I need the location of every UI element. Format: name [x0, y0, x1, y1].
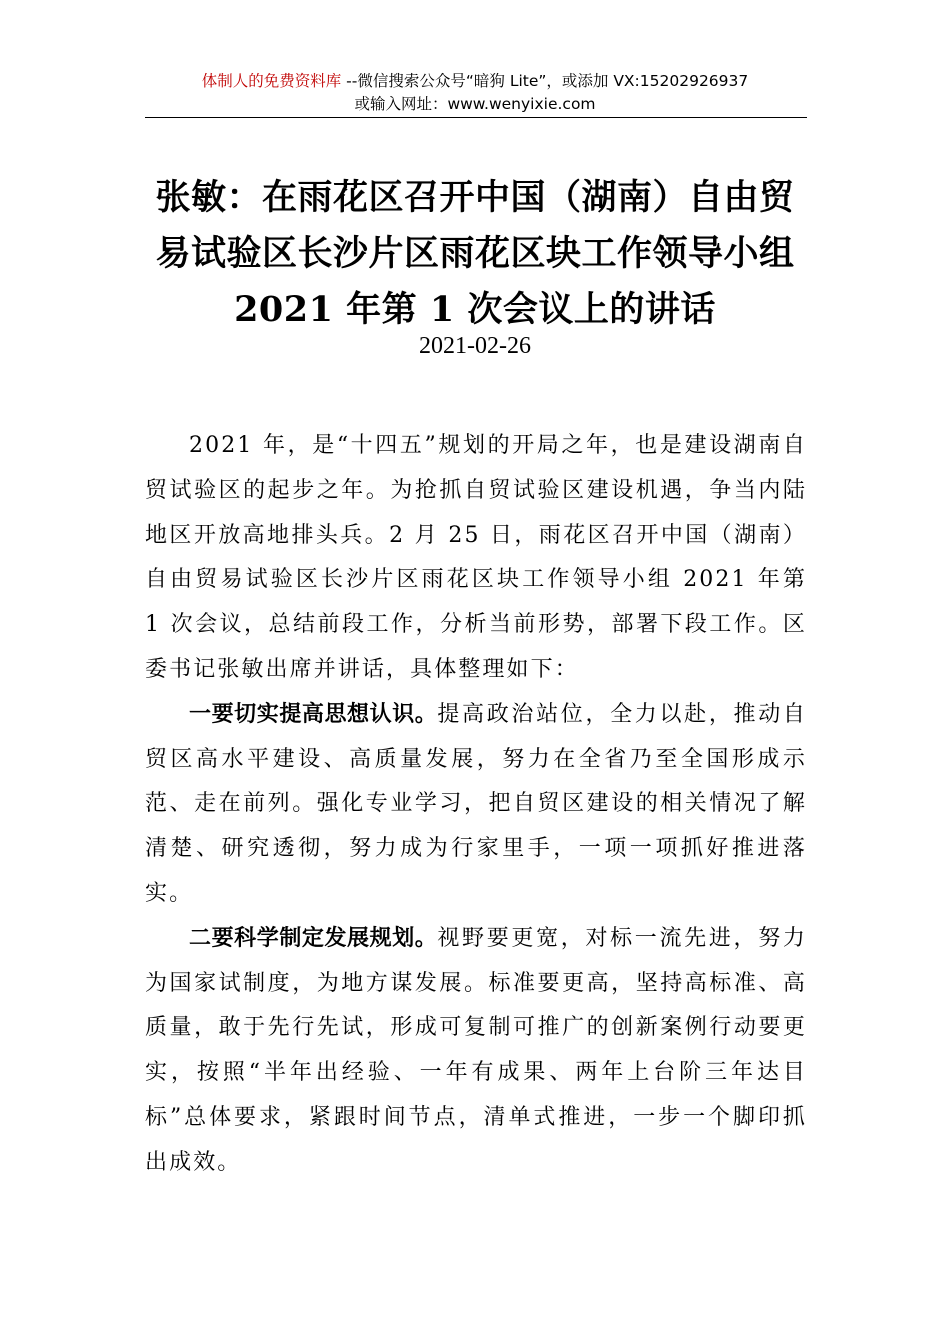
header-brand: 体制人的免费资料库 [201, 72, 342, 90]
header-contact: --微信搜索公众号“暗狗 Lite”，或添加 VX:15202926937 [341, 72, 749, 90]
title-line-1: 张敏：在雨花区召开中国（湖南）自由贸 [155, 177, 795, 218]
section-paragraph-1 [145, 693, 807, 917]
page-header [145, 70, 805, 116]
document-date: 2021-02-26 [419, 333, 531, 359]
section-2-text: 视野要更宽，对标一流先进，努力为国家试制度，为地方谋发展。标准要更高，坚持高标准、高质量，敢于先行先试，形成可复制可推广的创新案例行动要更实，按照“半年出经验、一年有成果、两年上台阶三年达目标”总体要求，紧跟时间节点，清单式推进，一步一个脚印抓出成效。 [145, 925, 807, 1175]
document-title [145, 170, 805, 338]
title-line-3: 2021 年第 1 次会议上的讲话 [234, 289, 716, 330]
document-body [145, 424, 807, 1186]
header-line-1 [145, 70, 805, 93]
section-2-lead: 二要科学制定发展规划。 [189, 925, 438, 951]
header-divider [145, 117, 807, 118]
section-1-text: 提高政治站位，全力以赴，推动自贸区高水平建设、高质量发展，努力在全省乃至全国形成示范、走在前列。强化专业学习，把自贸区建设的相关情况了解清楚、研究透彻，努力成为行家里手，一项一项抓好推进落实。 [145, 701, 807, 906]
section-paragraph-2 [145, 917, 807, 1186]
section-1-lead: 一要切实提高思想认识。 [189, 701, 438, 727]
title-line-2: 易试验区长沙片区雨花区块工作领导小组 [155, 233, 795, 274]
header-website: 或输入网址：www.wenyixie.com [354, 95, 596, 113]
intro-paragraph: 2021 年，是“十四五”规划的开局之年，也是建设湖南自贸试验区的起步之年。为抢抓自贸试验区建设机遇，争当内陆地区开放高地排头兵。2 月 25 日，雨花区召开中国（湖南）自由贸易试验区长沙片区雨花区块工作领导小组 2021 年第 1 次会议，总结前段工作，分析当前形势，部署下段工作。区委书记张敏出席并讲话，具体整理如下： [145, 433, 807, 682]
